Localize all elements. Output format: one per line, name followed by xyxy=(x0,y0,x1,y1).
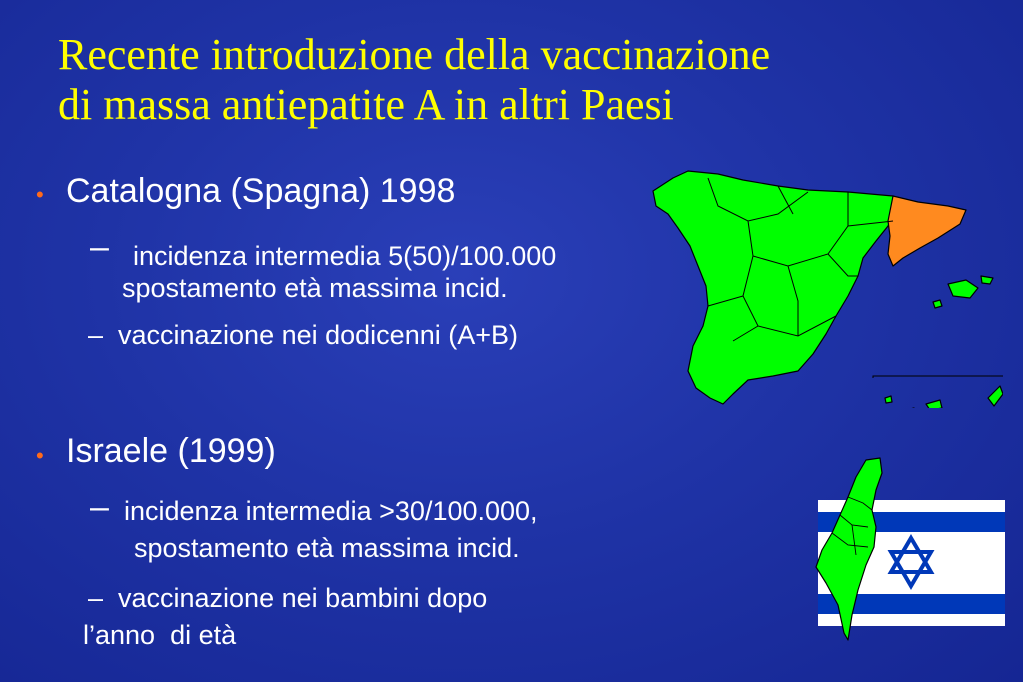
bullet-israele: • xyxy=(36,443,44,468)
slide-title xyxy=(58,30,988,130)
heading-catalogna: Catalogna (Spagna) 1998 xyxy=(66,172,456,210)
catalogna-incidence-line2: spostamento età massima incid. xyxy=(122,273,508,303)
spain-map-icon xyxy=(648,166,1003,408)
dash-catalogna-1: – xyxy=(90,228,109,266)
israele-vaccination-line1: vaccinazione nei bambini dopo xyxy=(118,583,488,613)
israele-vaccination-line2: l’anno di età xyxy=(83,620,237,650)
israele-incidence-line1: incidenza intermedia >30/100.000, xyxy=(124,496,538,526)
dash-israele-1: – xyxy=(90,488,109,526)
bullet-catalogna: • xyxy=(36,182,44,207)
heading-israele: Israele (1999) xyxy=(66,432,276,470)
catalogna-vaccination: vaccinazione nei dodicenni (A+B) xyxy=(118,320,518,350)
dash-catalogna-2: – xyxy=(88,320,104,350)
title-line-1: Recente introduzione della vaccinazione xyxy=(58,30,771,79)
title-line-2: di massa antiepatite A in altri Paesi xyxy=(58,80,674,129)
dash-israele-2: – xyxy=(88,583,104,613)
israel-map-icon xyxy=(808,455,888,650)
catalogna-incidence-line1: incidenza intermedia 5(50)/100.000 xyxy=(133,241,557,271)
israele-incidence-line2: spostamento età massima incid. xyxy=(134,533,520,563)
